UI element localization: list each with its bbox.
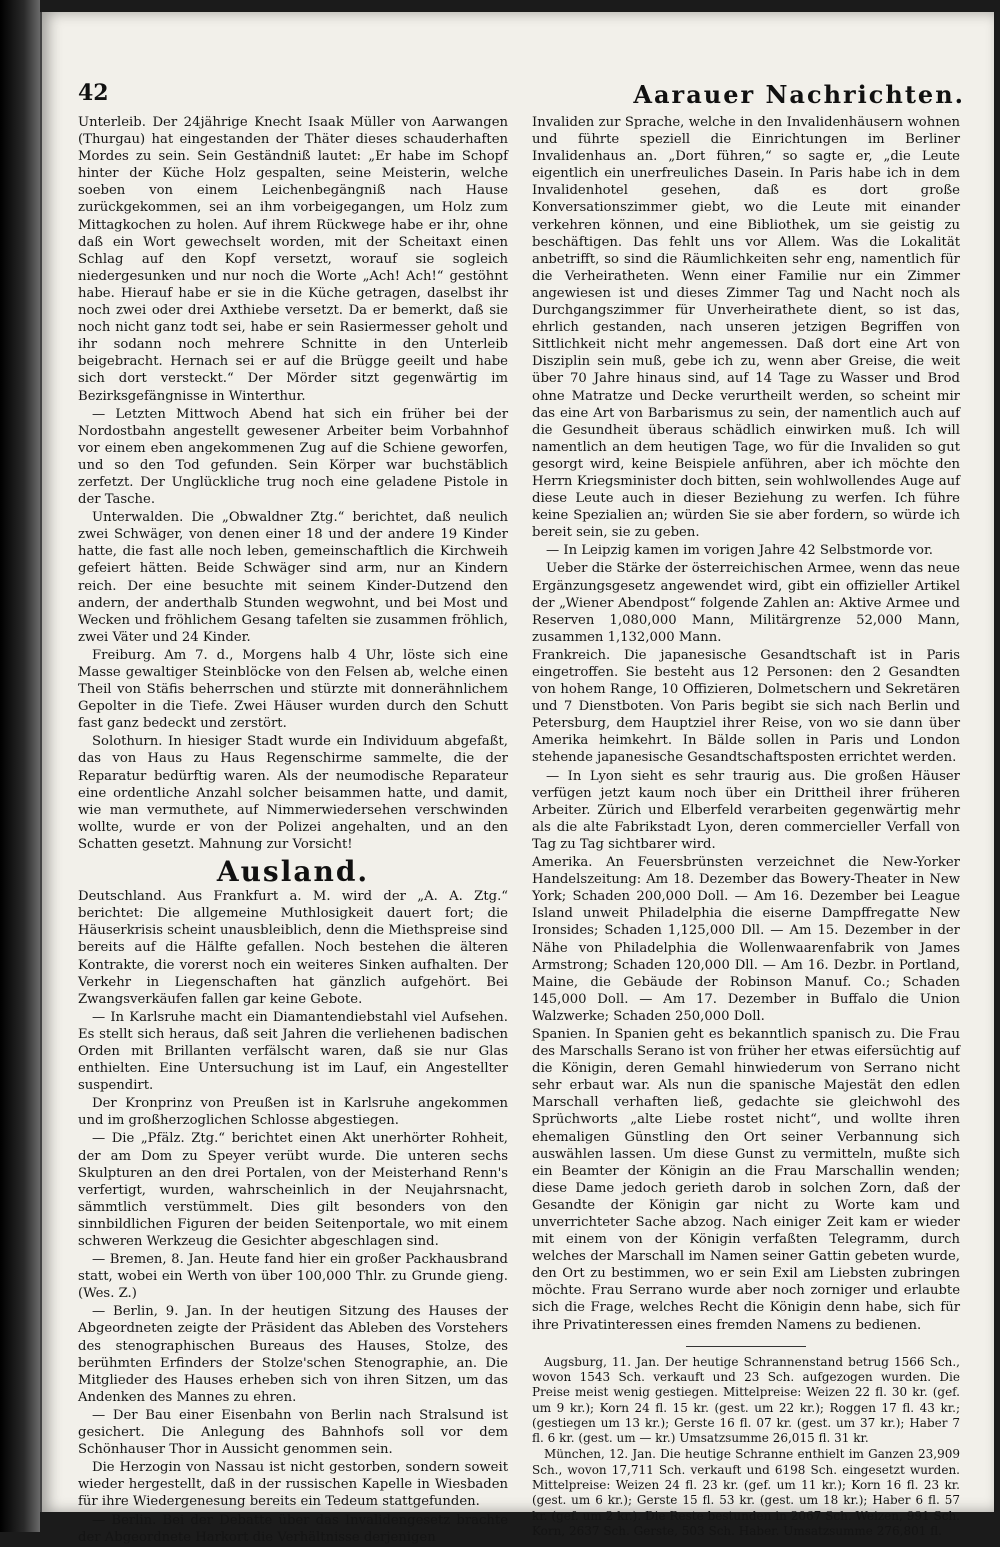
left-column — [78, 114, 508, 1547]
article-paragraph: Der Kronprinz von Preußen ist in Karlsruhe angekommen und im großherzoglichen Schlosse abgestiegen. — [78, 1096, 508, 1129]
page-gutter-shadow — [0, 0, 40, 1532]
article-paragraph: Deutschland. Aus Frankfurt a. M. wird der „A. A. Ztg.“ berichtet: Die allgemeine Muthlosigkeit dauert fort; die Häuserkrisis scheint unausbleiblich, denn die Miethspreise sind bereits auf die Hälfte gefallen. Noch bestehen die älteren Kontrakte, die vorerst noch ein weiteres Sinken aufhalten. Der Verkehr in Liegenschaften hat gänzlich aufgehört. Bei Zwangsverkäufen fallen gar keine Gebote. — [78, 889, 508, 1007]
article-paragraph: — Letzten Mittwoch Abend hat sich ein früher bei der Nordostbahn angestellt gewesener Arbeiter beim Vorbahnhof vor einem eben angekommenen Zug auf die Schiene geworfen, und so den Tod gefunden. Sein Körper war buchstäblich zerfetzt. Der Unglückliche trug noch eine geladene Pistole in der Tasche. — [78, 406, 508, 508]
market-report-muenchen: München, 12. Jan. Die heutige Schranne enthielt im Ganzen 23,909 Sch., wovon 17,711 Sch. verkauft und 6198 Sch. eingesetzt wurden. Mittelpreise: Weizen 24 fl. 23 kr. (gef. um 11 kr.); Korn 16 fl. 23 kr. (gest. um 6 kr.); Gerste 15 fl. 53 kr. (gest. um 18 kr.); Haber 6 fl. 57 kr. (gef. um 2 kr.). Die Reste bestunden in 2067 Sch. Weizen, 991 Sch. Korn, 2637 Sch. Gerste, 503 Sch. Haber. Umsatzsumme 276,801 fl. — [532, 1447, 960, 1538]
article-paragraph: Amerika. An Feuersbrünsten verzeichnet die New-Yorker Handelszeitung: Am 18. Dezember das Bowery-Theater in New York; Schaden 200,000 Doll. — Am 16. Dezember bei League Island unweit Philadelphia die eiserne Dampffregatte New Ironsides; Schaden 1,125,000 Dll. — Am 15. Dezember in der Nähe von Philadelphia die Wollenwaarenfabrik von James Armstrong; Schaden 120,000 Dll. — Am 16. Dezbr. in Portland, Maine, die Gebäude der Robinson Manuf. Co.; Schaden 145,000 Doll. — Am 17. Dezember in Buffalo die Union Walzwerke; Schaden 250,000 Doll. — [532, 855, 960, 1024]
article-paragraph: — In Leipzig kamen im vorigen Jahre 42 Selbstmorde vor. — [546, 543, 934, 559]
section-heading-ausland: Ausland. — [216, 855, 370, 889]
market-report — [532, 1355, 960, 1540]
article-paragraph: Frankreich. Die japanesische Gesandtschaft ist in Paris eingetroffen. Sie besteht aus 12 Personen: den 2 Gesandten von hohem Range, 10 Offizieren, Dolmetschern und Sekretären und 7 Dienstboten. Von Paris begibt sie sich nach Berlin und Petersburg, dem Hauptziel ihrer Reise, von wo sie dann über Amerika heimkehrt. In Bälde sollen in Paris und London stehende japanesische Gesandtschaftsposten errichtet werden. — [532, 647, 960, 766]
article-paragraph: Unterwalden. Die „Obwaldner Ztg.“ berichtet, daß neulich zwei Schwäger, von denen einer 18 und der andere 19 Kinder hatte, die fast alle noch leben, gemeinschaftlich die Kirchweih gefeiert hätten. Beide Schwäger sind arm, nur an Kindern reich. Der eine besuchte mit seinem Kinder-Dutzend den andern, der anderthalb Stunden wegwohnt, und bei Most und Wecken und fröhlichem Gesang tafelten sie zusammen fröhlich, zwei Väter und 24 Kinder. — [78, 510, 508, 645]
market-report-augsburg: Augsburg, 11. Jan. Der heutige Schrannenstand betrug 1566 Sch., wovon 1543 Sch. verkauft und 23 Sch. aufgezogen wurden. Die Preise meist wenig gestiegen. Mittelpreise: Weizen 22 fl. 30 kr. (gef. um 9 kr.); Korn 24 fl. 15 kr. (gest. um 22 kr.); Roggen 17 fl. 43 kr.; (gestiegen um 13 kr.); Gerste 16 fl. 07 kr. (gest. um 37 kr.); Haber 7 fl. 6 kr. (gest. um — kr.) Umsatzsumme 26,015 fl. 31 kr. — [532, 1354, 960, 1446]
right-column — [532, 114, 960, 1540]
article-paragraph: — In Lyon sieht es sehr traurig aus. Die großen Häuser verfügen jetzt kaum noch über ein Drittheil ihrer früheren Arbeiter. Zürich und Elberfeld verarbeiten gegenwärtig mehr als die alte Fabrikstadt Lyon, deren commercieller Verfall von Tag zu Tag sichtbarer wird. — [532, 768, 960, 852]
journal-title: Aarauer Nachrichten. — [633, 80, 965, 109]
article-paragraph: — Die „Pfälz. Ztg.“ berichtet einen Akt unerhörter Rohheit, der am Dom zu Speyer verübt wurde. Die unteren sechs Skulpturen an den drei Portalen, von der Meisterhand Renn's verfertigt, wurden, wahrscheinlich in der Neujahrsnacht, sämmtlich verstümmelt. Dies gilt besonders von den sinnbildlichen Figuren der beiden Seitenportale, wo mit einem schweren Werkzeug die Gesichter abgeschlagen sind. — [78, 1131, 508, 1249]
market-report-divider — [686, 1346, 806, 1347]
article-paragraph: Spanien. In Spanien geht es bekanntlich spanisch zu. Die Frau des Marschalls Serano ist von früher her etwas eifersüchtig auf die Königin, deren Gemahl hinwiederum von Serrano nicht sehr erbaut war. Als nun die spanische Majestät den edlen Marschall verhaften ließ, gedachte sie gleichwohl des Sprüchworts „alte Liebe rostet nicht“, und wollte ihren ehemaligen Günstling den Ort seiner Verbannung sich auswählen lassen. Um diese Gunst zu vermitteln, mußte sich ein Beamter der Königin an die Frau Marschallin wenden; diese Dame jedoch gerieth darob in solchen Zorn, daß der Gesandte der Königin gar nicht zu Worte kam und unverrichteter Sache abzog. Nach einiger Zeit kam er wieder mit einem von der Königin verfaßten Telegramm, durch welches der Marschall im Namen seiner Gattin gebeten wurde, den Ort zu bestimmen, wo er sein Exil am Liebsten zubringen möchte. Frau Serrano wurde aber noch zorniger und erlaubte sich die Frage, welches Recht die Königin denn habe, sich für ihre Privatinteressen eines fremden Namens zu bedienen. — [532, 1026, 960, 1333]
article-paragraph: Ueber die Stärke der österreichischen Armee, wenn das neue Ergänzungsgesetz angewendet wird, gibt ein offizieller Artikel der „Wiener Abendpost“ folgende Zahlen an: Aktive Armee und Reserven 1,080,000 Mann, Militärgrenze 52,000 Mann, zusammen 1,132,000 Mann. — [532, 561, 960, 645]
article-paragraph: Invaliden zur Sprache, welche in den Invalidenhäusern wohnen und führte speziell die Einrichtungen im Berliner Invalidenhaus an. „Dort führen,“ so sagte er, „die Leute eigentlich ein unerfreuliches Dasein. In Paris habe ich in dem Invalidenhotel gesehen, daß es dort große Konversationszimmer giebt, wo die Leute mit einander verkehren können, und eine Bibliothek, um sie geistig zu beschäftigen. Das fehlt uns vor Allem. Was die Lokalität anbetrifft, so sind die Räumlichkeiten sehr eng, namentlich für die Verheiratheten. Wenn einer Familie nur ein Zimmer angewiesen ist und dieses Zimmer Tag und Nacht noch als Durchgangszimmer für Unverheirathete dient, so ist das, ehrlich gestanden, nach unseren jetzigen Begriffen von Sittlichkeit nicht mehr angemessen. Daß dort eine Art von Disziplin sein muß, gebe ich zu, wenn aber Greise, die weit über 70 Jahre hinaus sind, auf 14 Tage zu Wasser und Brod ohne Matratze und Decke verurtheilt werden, so scheint mir das eine Art von Barbarismus zu sein, der namentlich auch auf die Gesundheit überaus schädlich einwirken muß. Ich will namentlich an dem heutigen Tage, wo für die Invaliden so gut gesorgt wird, keine Beispiele anführen, aber ich möchte den Herrn Kriegsminister doch bitten, sein wohlwollendes Auge auf diese Leute auch in dieser Beziehung zu werfen. Ich führe keine Spezialien an; würden Sie sie aber fordern, so würde ich bereit sein, sie zu geben. — [532, 115, 960, 541]
article-paragraph: — Berlin. Bei der Debatte über das Invalidengesetz brachte der Abgeordnete Harkort die Verhältnisse derjenigen — [78, 1512, 508, 1545]
running-head — [78, 80, 965, 110]
article-paragraph: — Bremen, 8. Jan. Heute fand hier ein großer Packhausbrand statt, wobei ein Werth von über 100,000 Thlr. zu Grunde gieng. (Wes. Z.) — [78, 1252, 508, 1302]
article-paragraph: — Der Bau einer Eisenbahn von Berlin nach Stralsund ist gesichert. Die Anlegung des Bahnhofs soll vor dem Schönhauser Thor in Aussicht genommen sein. — [78, 1407, 508, 1458]
article-paragraph: Die Herzogin von Nassau ist nicht gestorben, sondern soweit wieder hergestellt, daß in der russischen Kapelle in Wiesbaden für ihre Wiedergenesung bereits ein Tedeum stattgefunden. — [78, 1460, 508, 1510]
article-paragraph: — In Karlsruhe macht ein Diamantendiebstahl viel Aufsehen. Es stellt sich heraus, daß seit Jahren die verliehenen badischen Orden mit Brillanten verfälscht waren, daß sie nur Glas enthielten. Eine Untersuchung ist im Lauf, ein Angestellter suspendirt. — [78, 1009, 508, 1094]
article-paragraph: — Berlin, 9. Jan. In der heutigen Sitzung des Hauses der Abgeordneten zeigte der Präsident das Ableben des Vorstehers des stenographischen Bureaus des Hauses, Stolze, des berühmten Erfinders der Stolze'schen Stenographie, an. Die Mitglieder des Hauses erheben sich von ihren Sitzen, um das Andenken des Mannes zu ehren. — [78, 1304, 508, 1405]
article-paragraph: Freiburg. Am 7. d., Morgens halb 4 Uhr, löste sich eine Masse gewaltiger Steinblöcke von den Felsen ab, welche einen Theil von Stäfis beherrschen und stürzte mit donnerähnlichem Gepolter in die Tiefe. Zwei Häuser wurden durch den Schutt fast ganz bedeckt und zerstört. — [78, 647, 508, 732]
article-paragraph: Solothurn. In hiesiger Stadt wurde ein Individuum abgefaßt, das von Haus zu Haus Regenschirme sammelte, die der Reparatur bedürftig waren. Als der neumodische Reparateur eine ordentliche Anzahl solcher beisammen hatte, und damit, wie man vermuthete, auf Nimmerwiedersehen verschwinden wollte, wurde er von der Polizei angehalten, und an den Schatten gesetzt. Mahnung zur Vorsicht! — [78, 734, 508, 852]
page-number: 42 — [78, 80, 109, 106]
article-paragraph: Unterleib. Der 24jährige Knecht Isaak Müller von Aarwangen (Thurgau) hat eingestanden der Thäter dieses schauderhaften Mordes zu sein. Sein Geständniß lautet: „Er habe im Schopf hinter der Küche Holz gespalten, seine Meisterin, welche soeben von einem Leichenbegängniß nach Hause zurückgekommen, sei an ihm vorbeigegangen, um Holz zum Mittagkochen zu holen. Auf ihrem Rückwege habe er ihr, ohne daß ein Wort gewechselt worden, mit der Scheitaxt einen Schlag auf den Kopf versetzt, worauf sie sogleich niedergesunken und nur noch die Worte „Ach! Ach!“ gestöhnt habe. Hierauf habe er sie in die Küche getragen, daselbst ihr noch zwei oder drei Axthiebe versetzt. Da er bemerkt, daß sie noch nicht ganz todt sei, habe er sein Rasiermesser geholt und ihr sodann noch mehrere Schnitte in den Unterleib beigebracht. Hernach sei er auf die Brügge geeilt und habe sich dort versteckt.“ Der Mörder sitzt gegenwärtig im Bezirksgefängnisse in Winterthur. — [78, 115, 508, 404]
